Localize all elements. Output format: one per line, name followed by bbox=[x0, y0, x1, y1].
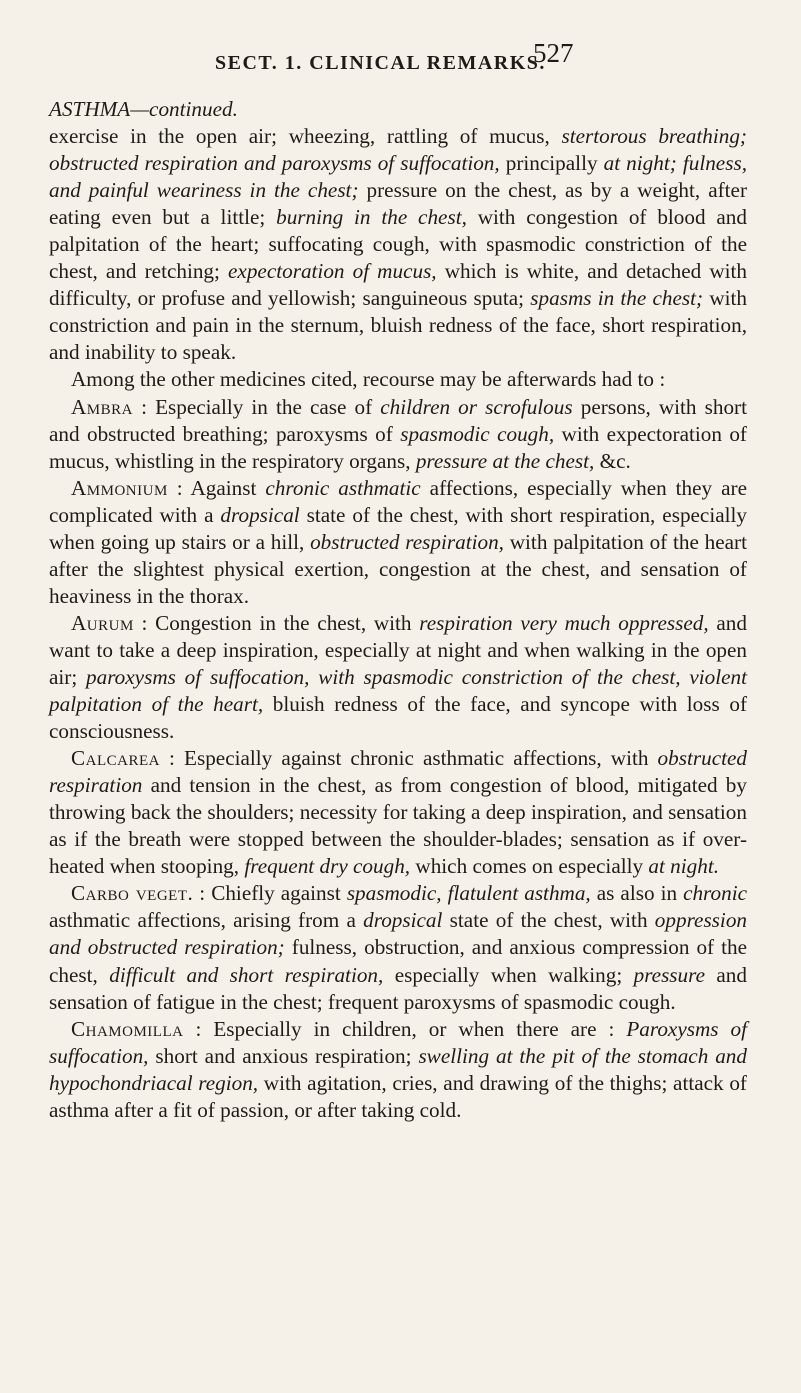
text-run: which comes on especially bbox=[410, 854, 649, 879]
text-run: fulness, obstruction, and anxious compression of the chest, bbox=[49, 935, 748, 987]
text-run: and want to take a deep inspiration, especially at night and when walking in the open air; bbox=[49, 610, 747, 689]
text-run: as also in bbox=[590, 881, 684, 906]
remedy-name: Aurum bbox=[71, 610, 134, 635]
text-run: : Chiefly against bbox=[193, 881, 347, 906]
italic-run: at night. bbox=[648, 854, 720, 879]
remedy-name: Ambra bbox=[71, 394, 133, 419]
italic-run: paroxysms of suffocation, with spasmodic constriction of the chest, violent palpitation of the heart, bbox=[49, 664, 747, 717]
text-run: with palpitation of the heart after the slightest physical exertion, congestion at the chest, and sensation of heaviness in the thorax. bbox=[49, 529, 747, 608]
italic-run: oppression and obstructed respiration; bbox=[49, 908, 748, 960]
remedy-name: Ammonium bbox=[71, 475, 168, 500]
entry-ammonium bbox=[49, 475, 747, 610]
italic-run: Paroxysms of suffocation, bbox=[49, 1016, 748, 1068]
italic-run: children or scrofulous bbox=[380, 394, 573, 419]
entry-ambra bbox=[49, 394, 747, 475]
text-run: affections, especially when they are complicated with a bbox=[49, 475, 747, 527]
entry-aurum bbox=[49, 610, 747, 745]
italic-run: burning in the chest, bbox=[276, 205, 467, 230]
running-head: SECT. 1. CLINICAL REMARKS. bbox=[215, 52, 546, 74]
paragraph-intro bbox=[49, 366, 747, 393]
italic-run: difficult and short respiration, bbox=[109, 962, 384, 987]
text-run: exercise in the open air; wheezing, rattling of mucus, bbox=[49, 124, 562, 149]
entry-chamomilla bbox=[49, 1016, 747, 1124]
italic-run: spasmodic cough, bbox=[400, 421, 555, 446]
text-run: with agitation, cries, and drawing of the thighs; attack of asthma after a fit of passion, or after taking cold. bbox=[49, 1070, 747, 1122]
page-number: 527 bbox=[533, 38, 574, 68]
text-run: bluish redness of the face, and syncope with loss of consciousness. bbox=[49, 692, 747, 744]
text-run: asthmatic affections, arising from a bbox=[49, 908, 364, 933]
italic-run: chronic asthmatic bbox=[265, 475, 421, 500]
italic-run: stertorous breathing; obstructed respiration and paroxysms of suffocation, bbox=[49, 124, 747, 176]
italic-run: chronic bbox=[683, 881, 747, 906]
text-run: with constriction and pain in the sternum, bluish redness of the face, short respiration, and inability to speak. bbox=[49, 286, 747, 365]
page-header bbox=[0, 38, 801, 86]
text-run: state of the chest, with short respiration, especially when going up stairs or a hill, bbox=[49, 502, 747, 554]
text-run: with congestion of blood and palpitation of the heart; suffocating cough, with spasmodic constriction of the chest, and retching; bbox=[49, 205, 747, 284]
entry-calcarea bbox=[49, 745, 747, 880]
italic-run: expectoration of mucus, bbox=[228, 259, 437, 284]
section-heading: ASTHMA—continued. bbox=[49, 97, 238, 121]
italic-run: spasmodic, flatulent asthma, bbox=[346, 881, 591, 906]
text-run: short and anxious respiration; bbox=[148, 1043, 419, 1068]
italic-run: dropsical bbox=[363, 908, 443, 933]
text-run: and sensation of fatigue in the chest; frequent paroxysms of spasmodic cough. bbox=[49, 962, 747, 1014]
text-run: : Against bbox=[167, 475, 266, 500]
italic-run: dropsical bbox=[220, 502, 300, 527]
text-run: with expectoration of mucus, whistling in the respiratory organs, bbox=[49, 421, 747, 473]
italic-run: frequent dry cough, bbox=[244, 854, 411, 879]
entry-carbo-veget bbox=[49, 880, 747, 1015]
body-text bbox=[49, 96, 747, 1124]
text-run: especially when walking; bbox=[383, 962, 634, 987]
text-run: Among the other medicines cited, recourse may be afterwards had to : bbox=[71, 367, 666, 392]
paragraph-symptoms bbox=[49, 123, 747, 366]
text-run: which is white, and detached with difficulty, or profuse and yellowish; sanguineous sputa; bbox=[49, 259, 747, 311]
italic-run: obstructed respiration, bbox=[310, 529, 504, 554]
italic-run: spasms in the chest; bbox=[530, 286, 704, 311]
italic-run: respiration very much oppressed, bbox=[419, 610, 709, 635]
italic-run: at night; fulness, and painful weariness in the chest; bbox=[49, 151, 747, 203]
text-run: principally bbox=[499, 151, 604, 176]
text-run: state of the chest, with bbox=[442, 908, 655, 933]
italic-run: swelling at the pit of the stomach and hypochondriacal region, bbox=[49, 1043, 747, 1095]
text-run: : Especially in children, or when there are : bbox=[183, 1016, 627, 1041]
remedy-name: Chamomilla bbox=[71, 1016, 184, 1041]
italic-run: pressure bbox=[633, 962, 706, 987]
text-run: and tension in the chest, as from congestion of blood, mitigated by throwing back the shoulders; necessity for taking a deep inspiration, and sensation as if the breath were stopped between the shoulder-blades; sensation as if over-heated when stooping, bbox=[49, 773, 747, 879]
text-run: : Especially in the case of bbox=[132, 394, 381, 419]
italic-run: obstructed respiration bbox=[49, 746, 747, 798]
remedy-name: Carbo veget. bbox=[71, 881, 194, 906]
remedy-name: Calcarea bbox=[71, 746, 160, 771]
italic-run: pressure at the chest, bbox=[415, 448, 595, 473]
text-run: persons, with short and obstructed breathing; paroxysms of bbox=[49, 394, 747, 446]
text-run: pressure on the chest, as by a weight, after eating even but a little; bbox=[49, 178, 747, 230]
text-run: : Especially against chronic asthmatic affections, with bbox=[159, 746, 658, 771]
text-run: : Congestion in the chest, with bbox=[133, 610, 420, 635]
text-run: &c. bbox=[594, 448, 631, 473]
